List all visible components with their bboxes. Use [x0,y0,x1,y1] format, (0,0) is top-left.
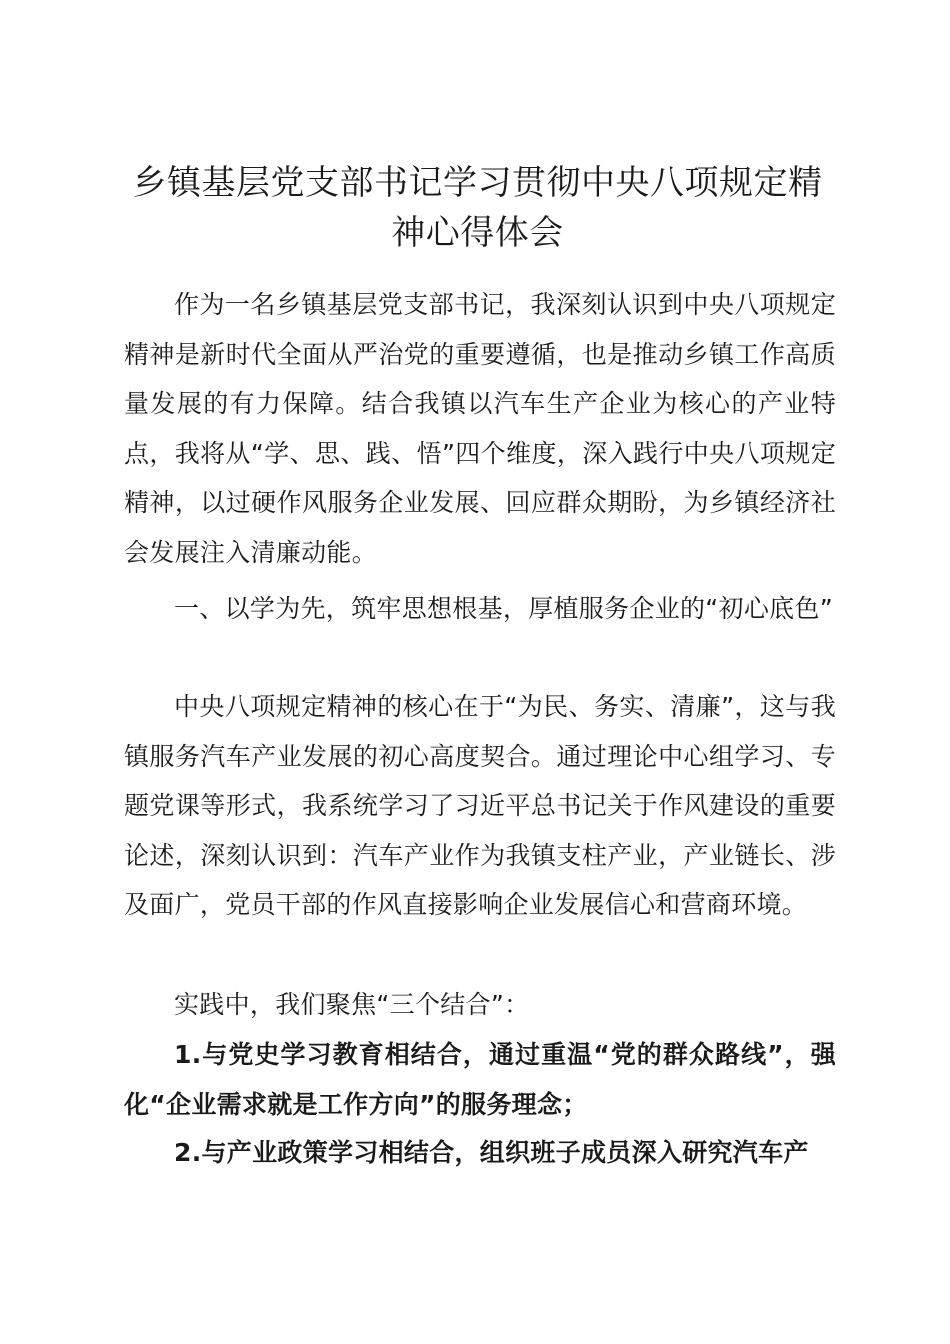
intro-paragraph: 作为一名乡镇基层党支部书记，我深刻认识到中央八项规定精神是新时代全面从严治党的重要遵循，也是推动乡镇工作高质量发展的有力保障。结合我镇以汽车生产企业为核心的产业特点，我将从“学、思、践、悟”四个维度，深入践行中央八项规定精神，以过硬作风服务企业发展、回应群众期盼，为乡镇经济社会发展注入清廉动能。 [124,290,836,567]
list-item-1: 1.与党史学习教育相结合，通过重温“党的群众路线”，强化“企业需求就是工作方向”的服务理念； [124,1040,836,1119]
section-1-body: 中央八项规定精神的核心在于“为民、务实、清廉”，这与我镇服务汽车产业发展的初心高度契合。通过理论中心组学习、专题党课等形式，我系统学习了习近平总书记关于作风建设的重要论述，深刻认识到：汽车产业作为我镇支柱产业，产业链长、涉及面广，党员干部的作风直接影响企业发展信心和营商环境。 [124,692,836,919]
document-title: 乡镇基层党支部书记学习贯彻中央八项规定精神心得体会 [132,163,823,253]
practice-intro: 实践中，我们聚焦“三个结合”： [174,990,530,1019]
list-item-2: 2.与产业政策学习相结合，组织班子成员深入研究汽车产 [174,1138,809,1167]
section-1-heading: 一、以学为先，筑牢思想根基，厚植服务企业的“初心底色” [174,594,834,623]
